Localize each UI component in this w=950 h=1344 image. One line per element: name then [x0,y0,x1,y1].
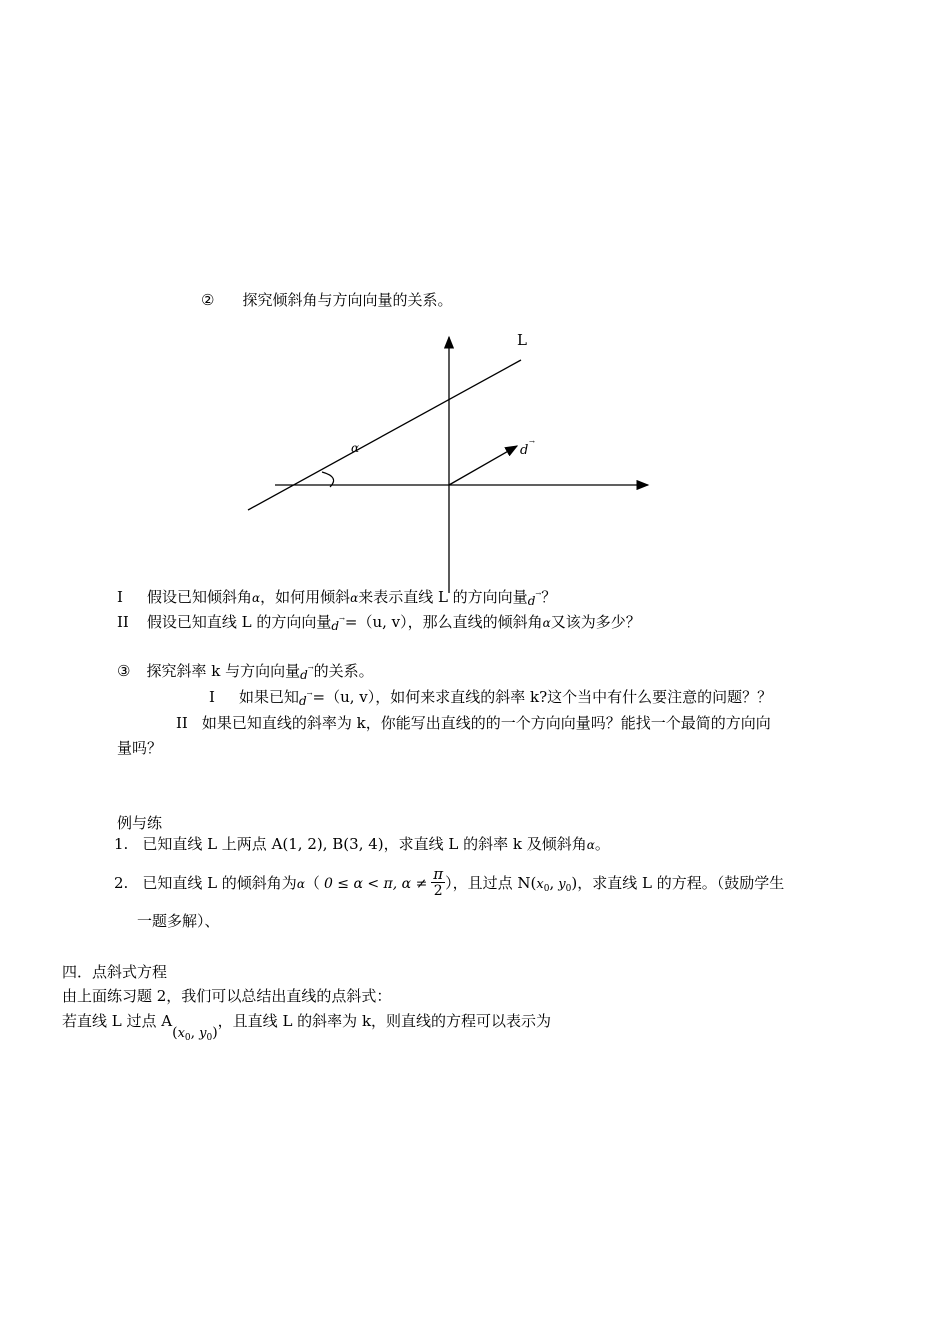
question-ii-marker: II [117,613,129,631]
x-variable: x [177,1026,185,1041]
pi-over-2-fraction [431,866,445,899]
section-2-heading [201,290,452,310]
section-2-marker: ② [201,291,215,309]
section-3-text-1: 探究斜率 k 与方向向量 [146,662,301,680]
section-3-item-i-marker: I [209,688,215,706]
section-3-heading [117,658,374,685]
example-2-text-3: )，求直线 L 的方程。（鼓励学生 [571,874,785,892]
section-4-paragraph-2 [62,1011,552,1043]
section-3-item-i-text-1: 如果已知 [238,688,299,706]
vector-arrow-mark: → [306,690,313,698]
y-subscript: 0 [565,884,572,894]
point-a-coordinates [172,1023,218,1048]
vector-arrow-mark: → [339,615,345,623]
fraction-numerator: π [433,864,444,883]
alpha-symbol: α [296,877,305,891]
section-3-item-i-text-2: =（u, v），如何来求直线的斜率 k?这个当中有什么要注意的问题？？ [312,688,773,706]
alpha-symbol: α [542,616,551,630]
question-ii-text-1: 假设已知直线 L 的方向向量 [146,613,332,631]
section-2-title: 探究倾斜角与方向向量的关系。 [242,291,453,309]
question-i-text-2: ，如何用倾斜 [260,588,351,606]
coordinate-figure [230,325,670,595]
vector-label: d [520,443,529,458]
example-2-text-1: 已知直线 L 的倾斜角为 [142,874,297,892]
section-4-p2-text-2: ，且直线 L 的斜率为 k，则直线的方程可以表示为 [217,1012,552,1030]
fraction-denominator: 2 [433,882,443,899]
section-3-item-ii-text-1: 如果已知直线的斜率为 k，你能写出直线的的一个方向向量吗？能找一个最简的方向向 [201,714,771,732]
example-1-text-2: 。 [594,835,610,853]
section-3-item-ii-continued: 量吗？ [117,739,163,757]
example-1-number: 1. [114,835,129,853]
section-3-item-i [209,684,772,711]
example-2-text-2: ），且过点 N( [445,874,537,892]
line-l [248,360,521,510]
section-3-item-ii-marker: II [176,714,188,732]
question-ii-text-2: =（u, v），那么直线的倾斜角 [344,613,543,631]
section-3-item-ii [176,713,771,733]
question-i-text-1: 假设已知倾斜角 [146,588,252,606]
vector-d-symbol: d [300,668,308,682]
vector-arrow-mark: → [307,664,314,672]
question-i-text-4: ？ [541,588,557,606]
section-3-marker: ③ [117,662,131,680]
vector-arrow-mark: → [535,590,542,598]
y-variable: y [199,1026,207,1041]
y-variable: y [558,877,566,892]
comma: , [549,874,555,892]
paren-close: ) [212,1025,218,1041]
x-subscript: 0 [543,884,550,894]
direction-vector [449,446,517,485]
vector-arrow-mark: → [529,438,535,446]
line-l-label: L [517,331,527,349]
vector-d-symbol: d [298,694,307,708]
example-2-continued: 一题多解）、 [137,912,220,930]
example-1-text-1: 已知直线 L 上两点 A(1, 2), B(3, 4)，求直线 L 的斜率 k 及倾斜角 [142,835,587,853]
vector-d-symbol: d [331,619,340,633]
example-2-number: 2. [114,874,129,892]
angle-label: α [351,441,360,455]
section-4-p2-text-1: 若直线 L 过点 A [62,1012,173,1030]
section-3-text-2: 的关系。 [313,662,374,680]
example-2 [114,866,784,906]
y-subscript: 0 [206,1033,213,1043]
example-2-paren-open: （ [304,874,320,892]
alpha-symbol: α [586,838,595,852]
question-i-text-3: 来表示直线 L 的方向向量 [358,588,528,606]
example-1 [114,834,610,855]
alpha-symbol: α [251,591,261,605]
question-ii [117,609,641,636]
question-i [117,584,556,611]
x-subscript: 0 [184,1033,191,1043]
x-variable: x [536,877,544,892]
section-4-paragraph-1: 由上面练习题 2，我们可以总结出直线的点斜式： [62,987,392,1005]
paren-open: ( [172,1025,178,1041]
question-i-marker: I [117,588,123,606]
alpha-symbol: α [350,591,359,605]
section-4-heading: 四．点斜式方程 [62,963,168,981]
examples-heading: 例与练 [117,814,163,832]
example-2-condition: 0 ≤ α < π, α ≠ [323,876,428,892]
vector-d-symbol: d [527,594,536,608]
comma: , [190,1025,196,1041]
question-ii-text-3: 又该为多少？ [550,613,641,631]
